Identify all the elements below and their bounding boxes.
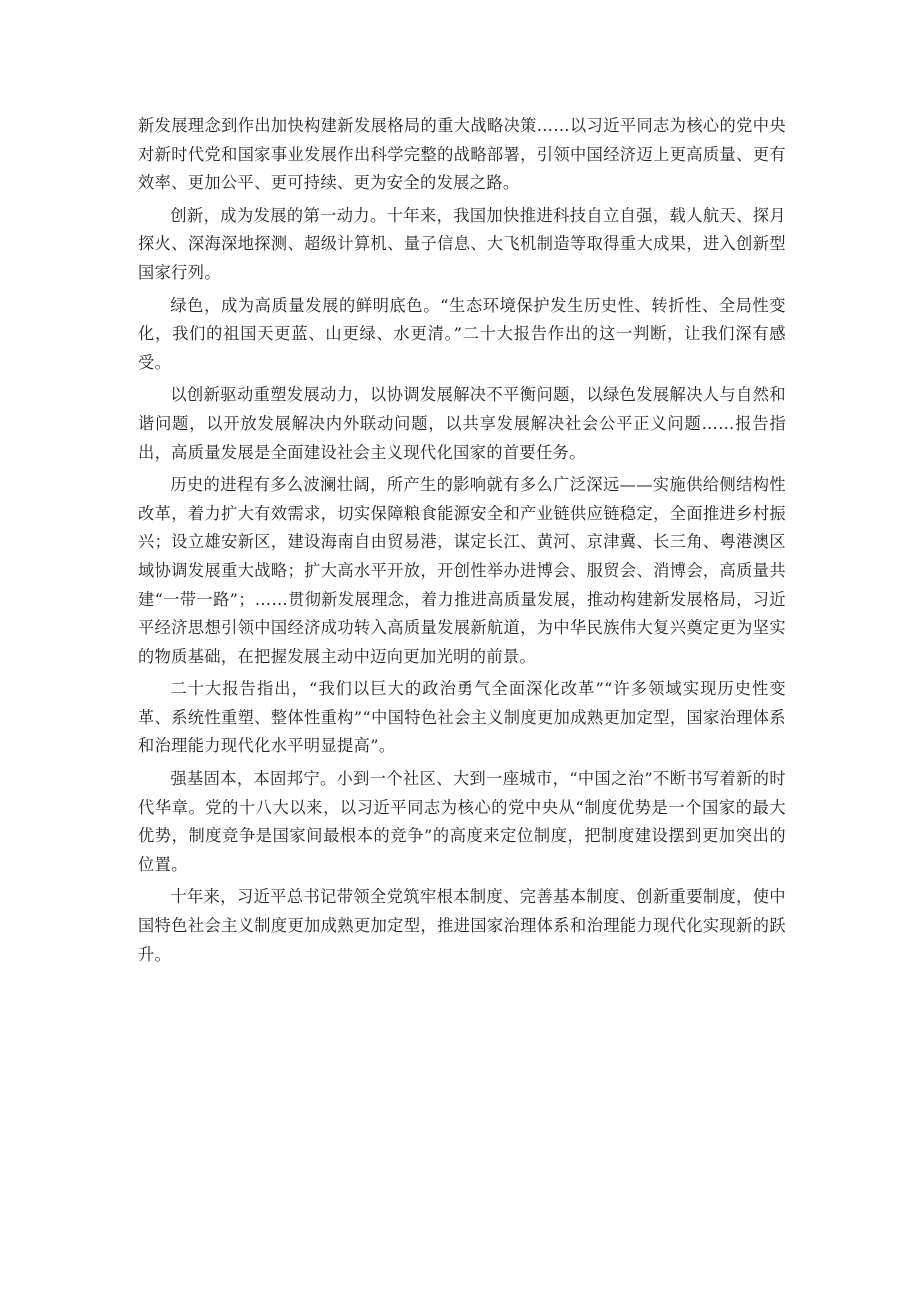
paragraph-6: 二十大报告指出，“我们以巨大的政治勇气全面深化改革”“许多领域实现历史性变革、系统性重塑、整体性重构”“中国特色社会主义制度更加成熟更加定型，国家治理体系和治理能力现代化水平明显提高”。 — [138, 679, 786, 756]
paragraph-2: 创新，成为发展的第一动力。十年来，我国加快推进科技自立自强，载人航天、探月探火、深海深地探测、超级计算机、量子信息、大飞机制造等取得重大成果，进入创新型国家行列。 — [138, 205, 786, 282]
paragraph-7: 强基固本，本固邦宁。小到一个社区、大到一座城市，“中国之治”不断书写着新的时代华章。党的十八大以来，以习近平同志为核心的党中央从“制度优势是一个国家的最大优势，制度竞争是国家间最根本的竞争”的高度来定位制度，把制度建设摆到更加突出的位置。 — [138, 769, 786, 874]
paragraph-5: 历史的进程有多么波澜壮阔，所产生的影响就有多么广泛深远——实施供给侧结构性改革，着力扩大有效需求，切实保障粮食能源安全和产业链供应链稳定，全面推进乡村振兴；设立雄安新区，建设海南自由贸易港，谋定长江、黄河、京津冀、长三角、粤港澳区域协调发展重大战略；扩大高水平开放，开创性举办进博会、服贸会、消博会，高质量共建“一带一路”；……贯彻新发展理念，着力推进高质量发展，推动构建新发展格局，习近平经济思想引领中国经济成功转入高质量发展新航道，为中华民族伟大复兴奠定更为坚实的物质基础，在把握发展主动中迈向更加光明的前景。 — [138, 475, 786, 666]
paragraph-1: 新发展理念到作出加快构建新发展格局的重大战略决策……以习近平同志为核心的党中央对新时代党和国家事业发展作出科学完整的战略部署，引领中国经济迈上更高质量、更有效率、更加公平、更可持续、更为安全的发展之路。 — [138, 116, 786, 193]
paragraph-3: 绿色，成为高质量发展的鲜明底色。“生态环境保护发生历史性、转折性、全局性变化，我们的祖国天更蓝、山更绿、水更清。”二十大报告作出的这一判断，让我们深有感受。 — [138, 295, 786, 372]
paragraph-8: 十年来，习近平总书记带领全党筑牢根本制度、完善基本制度、创新重要制度，使中国特色社会主义制度更加成熟更加定型，推进国家治理体系和治理能力现代化实现新的跃升。 — [138, 887, 786, 964]
paragraph-4: 以创新驱动重塑发展动力，以协调发展解决不平衡问题，以绿色发展解决人与自然和谐问题，以开放发展解决内外联动问题，以共享发展解决社会公平正义问题……报告指出，高质量发展是全面建设社会主义现代化国家的首要任务。 — [138, 385, 786, 462]
document-body — [138, 112, 786, 973]
